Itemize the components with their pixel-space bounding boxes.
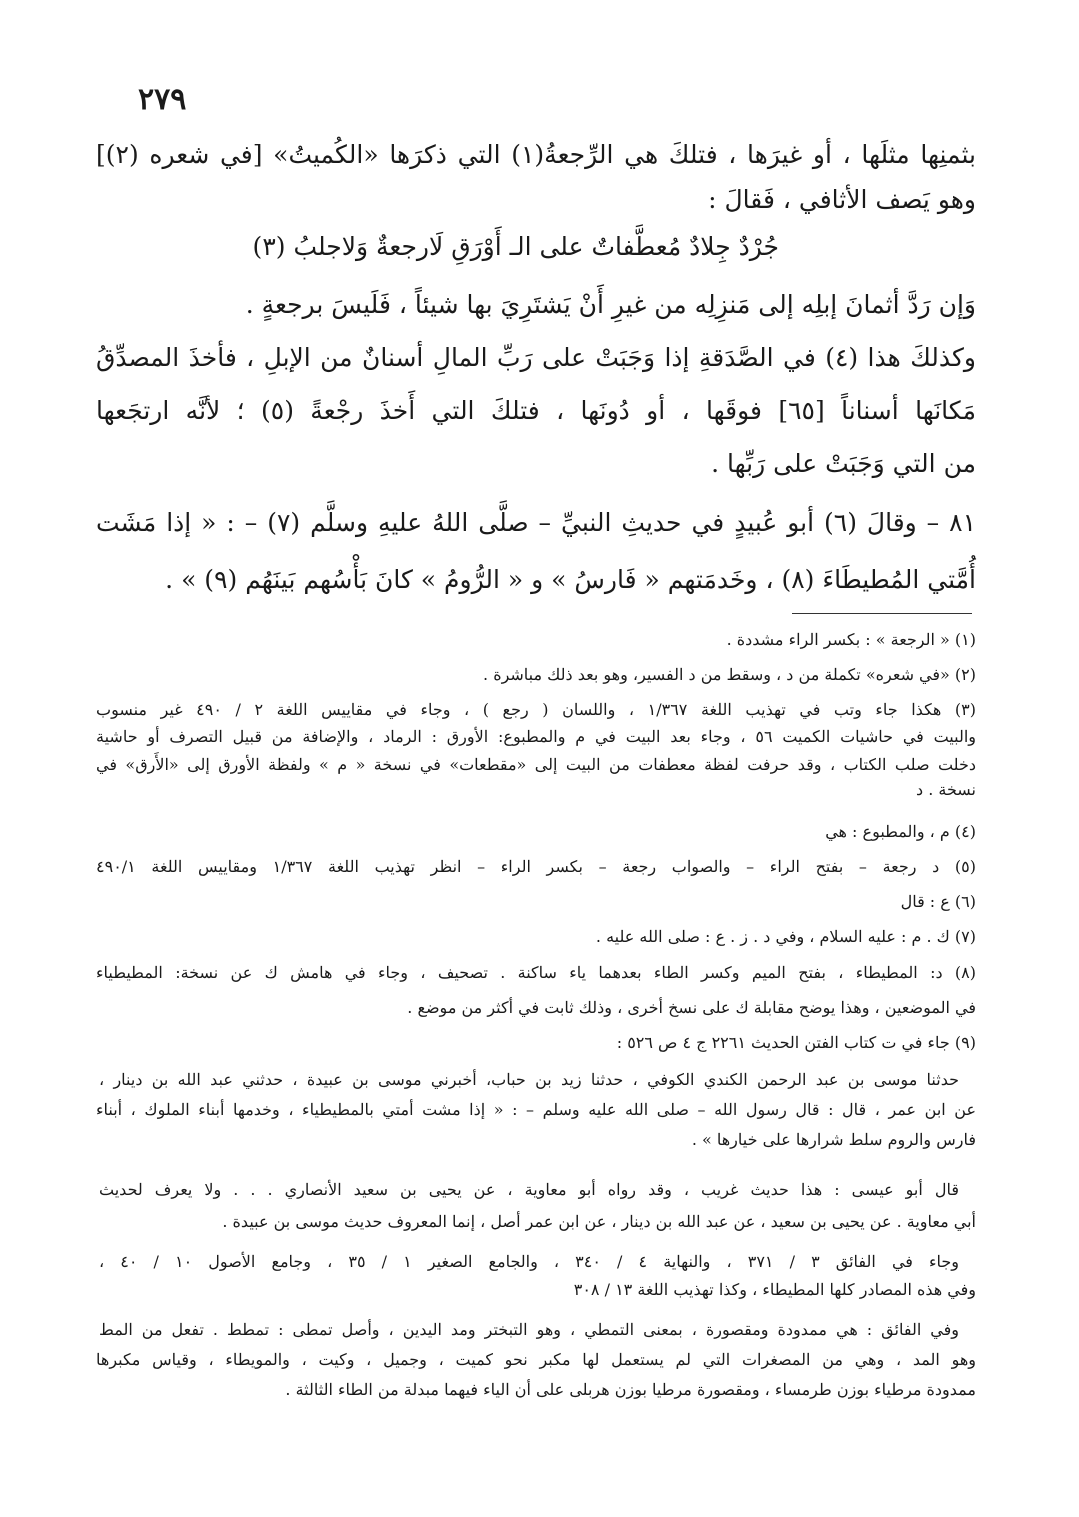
footnote: (١) « الرجعة » : بكسر الراء مشددة . — [726, 630, 976, 649]
footnote-faiq: ممدودة مرطياء بوزن طرمساء ، ومقصورة مرطيا بوزن هربلى على أن الياء فيهما مبدلة من الطاء الثالثة . — [285, 1380, 976, 1399]
footnote-faiq: وفي الفائق : هي ممدودة ومقصورة ، بمعنى التمطي ، وهو التبختر ومد اليدين ، وأصل تمطى : تمطط . تفعل من المط — [99, 1320, 959, 1339]
footnote: (٢) «في شعره» تكملة من د ، وسقط من د الفسير، وهو بعد ذلك مباشرة . — [483, 665, 976, 684]
footnote-sources: وفي هذه المصادر كلها المطيطاء ، وكذا تهذيب اللغة ١٣ / ٣٠٨ — [573, 1280, 976, 1299]
hadith-heading-line: ٨١ – وقالَ (٦) أبو عُبيدٍ في حديثِ النبيِّ – صلَّى اللهُ عليهِ وسلَّم (٧) – : « إذا مَشَت — [96, 508, 976, 537]
footnote-continuation: في الموضعين ، وهذا يوضح مقابلة ك على نسخ أخرى ، وذلك ثابت في أكثر من موضع . — [407, 998, 976, 1017]
footnote-commentary: قال أبو عيسى : هذا حديث غريب ، وقد رواه أبو معاوية ، عن يحيى بن سعيد الأنصاري . . . ولا يعرف لحديث — [99, 1180, 959, 1199]
main-text-line: وكذلكَ هذا (٤) في الصَّدَقةِ إذا وَجَبَتْ على رَبِّ المالِ أسنانٌ من الإبلِ ، فأخذَ المصدِّقُ — [96, 343, 976, 372]
footnote: (٦) ع : قال — [900, 892, 976, 911]
footnote-continuation: نسخة . د — [915, 780, 976, 799]
main-text-line: أُمَّتي المُطيطَاءَ (٨) ، وخَدمَتهم « فَارسُ » و « الرُّومُ » كانَ بَأْسُهم بَينَهُم (٩) » . — [165, 565, 976, 594]
page-number: ٢٧٩ — [138, 82, 187, 117]
main-text-line: من التي وَجَبَتْ على رَبِّها . — [711, 449, 976, 478]
main-text-line: وهو يَصف الأثافي ، فَقالَ : — [708, 185, 976, 214]
footnote-divider — [792, 613, 972, 614]
footnote-continuation: دخلت صلب الكتاب ، وقد حرفت لفظة معطفات من البيت إلى «مقطعات» في نسخة « م » ولفظة الأورق إلى «الأَرق» في — [96, 755, 976, 774]
footnote-sources: وجاء في الفائق ٣ / ٣٧١ ، والنهاية ٤ / ٣٤٠ ، والجامع الصغير ١ / ٣٥ ، وجامع الأصول ١٠ / ٤٠ ، — [99, 1252, 960, 1271]
hadith-citation: فارس والروم سلط شرارها على خيارها » . — [691, 1130, 976, 1149]
footnote: (٥) د رجعة – بفتح الراء – والصواب رجعة – بكسر الراء – انظر تهذيب اللغة ١/٣٦٧ ومقاييس اللغة ٤٩٠/١ — [96, 857, 977, 876]
main-text-line: مَكانَها أسناناً [٦٥] فوقَها ، أو دُونَها ، فتلكَ التي أَخذَ رجْعةً (٥) ؛ لأنَّه ارتجَعها — [96, 396, 976, 425]
hadith-citation: حدثنا موسى بن عبد الرحمن الكندي الكوفي ، حدثنا زيد بن حباب، أخبرني موسى بن عبيدة ، حدثني عبد الله بن دينار ، — [99, 1070, 959, 1089]
footnote: (٧) ك . م : عليه السلام ، وفي د . ز . ع : صلى الله عليه . — [595, 927, 976, 946]
footnote: (٤) م ، والمطبوع : هي — [825, 822, 976, 841]
main-text-line: وَإن رَدَّ أثمانَ إبلِه إلى مَنزِلِه من غيرِ أَنْ يَشتَرِيَ بها شيئاً ، فَلَيسَ برجعةٍ . — [245, 290, 976, 319]
hadith-citation: عن ابن عمر ، قال : قال رسول الله – صلى الله عليه وسلم – : « إذا مشت أمتي بالمطيطياء ، وخدمها أبناء الملوك ، أبناء — [96, 1100, 976, 1119]
poetry-verse: جُرْدٌ جِلادٌ مُعطَّفاتٌ على الـ أَوْرَقِ لَارجعةٌ وَلاجلبُ (٣) — [252, 232, 779, 261]
footnote: (٨) د: المطيطاء ، بفتح الميم وكسر الطاء بعدهما ياء ساكنة . تصحيف ، وجاء في هامش ك عن نسخة: المطيطياء — [96, 963, 976, 982]
footnote-commentary: أبي معاوية . عن يحيى بن سعيد ، عن عبد الله بن دينار ، عن ابن عمر أصل ، إنما المعروف حديث موسى بن عبيدة . — [222, 1212, 976, 1231]
footnote-continuation: والبيت في حاشيات الكميت ٥٦ ، وجاء بعد البيت في م والمطبوع: الأورق : الرماد ، والإضافة من قبيل التصرف أو حاشية — [96, 727, 977, 746]
main-text-line: بثمنِها مثلَها ، أو غيرَها ، فتلكَ هي الرِّجعةُ(١) التي ذكرَها «الكُميتُ» [في شعره (٢)] — [96, 140, 976, 169]
footnote: (٩) جاء في ت كتاب الفتن الحديث ٢٢٦١ ج ٤ ص ٥٢٦ : — [616, 1033, 976, 1052]
footnote-faiq: وهو المد ، وهي من المصغرات التي لم يستعمل لها مكبر نحو كميت ، وجميل ، وكيت ، والمويطاء ، وقياس مكبرها — [96, 1350, 976, 1369]
footnote: (٣) هكذا جاء وتب في تهذيب اللغة ١/٣٦٧ ، واللسان ( رجع ) ، وجاء في مقاييس اللغة ٢ / ٤٩٠ غير منسوب — [96, 700, 977, 719]
